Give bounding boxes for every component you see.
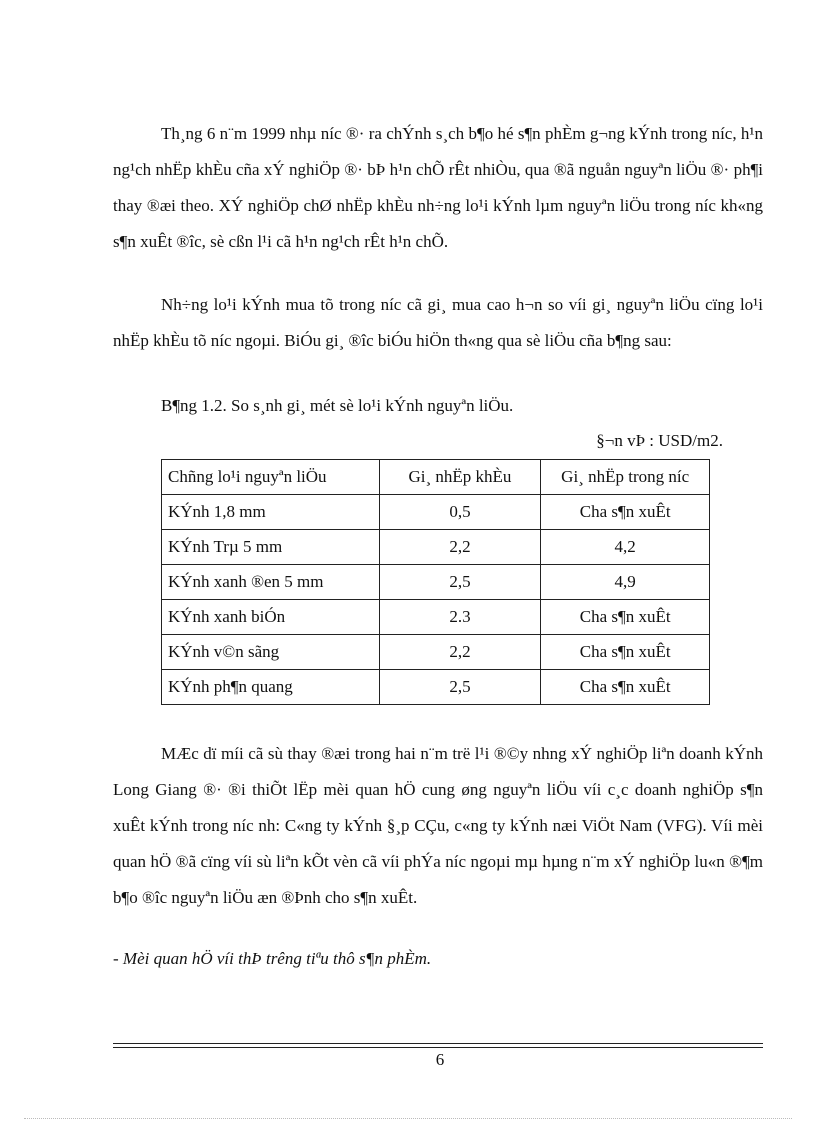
- cell-domestic-price: Cha s¶n xuÊt: [541, 670, 710, 705]
- cell-import-price: 2,2: [379, 635, 541, 670]
- price-comparison-table: [161, 459, 710, 705]
- header-domestic-price: Gi¸ nhËp trong níc: [541, 460, 710, 495]
- paragraph-2: Nh÷ng lo¹i kÝnh mua tõ trong níc cã gi¸ mua cao h¬n so víi gi¸ nguyªn liÖu cïng lo¹i nhËp khÈu tõ níc ngoµi. BiÓu gi¸ ®îc biÓu hiÖn th«ng qua sè liÖu cña b¶ng sau:: [113, 295, 763, 350]
- cell-import-price: 2.3: [379, 600, 541, 635]
- cell-domestic-price: 4,9: [541, 565, 710, 600]
- cell-import-price: 2,5: [379, 670, 541, 705]
- table-row: [162, 530, 710, 565]
- table-unit: §¬n vÞ : USD/m2.: [596, 431, 723, 450]
- cell-import-price: 2,5: [379, 565, 541, 600]
- cell-domestic-price: Cha s¶n xuÊt: [541, 495, 710, 530]
- cell-material: KÝnh xanh ®en 5 mm: [162, 565, 380, 600]
- footer-rule-top: [113, 1043, 763, 1044]
- cell-domestic-price: Cha s¶n xuÊt: [541, 635, 710, 670]
- table-row: [162, 670, 710, 705]
- table-row: [162, 635, 710, 670]
- cell-material: KÝnh 1,8 mm: [162, 495, 380, 530]
- cell-material: KÝnh Trµ 5 mm: [162, 530, 380, 565]
- table-row: [162, 600, 710, 635]
- page-bottom-dotted-line: [24, 1118, 792, 1119]
- footer-rule-bottom: [113, 1047, 763, 1048]
- cell-material: KÝnh xanh biÓn: [162, 600, 380, 635]
- table-header-row: [162, 460, 710, 495]
- cell-domestic-price: Cha s¶n xuÊt: [541, 600, 710, 635]
- section-bullet-heading: - Mèi quan hÖ víi thÞ trêng tiªu thô s¶n phÈm.: [113, 949, 432, 968]
- table-caption: B¶ng 1.2. So s¸nh gi¸ mét sè lo¹i kÝnh nguyªn liÖu.: [161, 396, 514, 415]
- page-number: 6: [435, 1050, 445, 1069]
- paragraph-1: Th¸ng 6 n¨m 1999 nhµ níc ®· ra chÝnh s¸ch b¶o hé s¶n phÈm g¬ng kÝnh trong níc, h¹n ng¹ch nhËp khÈu cña xÝ nghiÖp ®· bÞ h¹n chÕ rÊt nhiÒu, qua ®ã nguån nguyªn liÖu ®· ph¶i thay ®æi theo. XÝ nghiÖp chØ nhËp khÈu nh÷ng lo¹i kÝnh lµm nguyªn liÖu trong níc kh«ng s¶n xuÊt ®îc, sè cßn l¹i cã h¹n ng¹ch rÊt h¹n chÕ.: [113, 124, 763, 251]
- header-material-type: Chñng lo¹i nguyªn liÖu: [162, 460, 380, 495]
- cell-material: KÝnh ph¶n quang: [162, 670, 380, 705]
- table-row: [162, 565, 710, 600]
- paragraph-3: MÆc dï míi cã sù thay ®æi trong hai n¨m trë l¹i ®©y nhng xÝ nghiÖp liªn doanh kÝnh Long Giang ®· ®i thiÕt lËp mèi quan hÖ cung øng nguyªn liÖu víi c¸c doanh nghiÖp s¶n xuÊt kÝnh trong níc nh: C«ng ty kÝnh §¸p CÇu, c«ng ty kÝnh næi ViÖt Nam (VFG). Víi mèi quan hÖ ®ã cïng víi sù liªn kÕt vèn cã víi phÝa níc ngoµi mµ hµng n¨m xÝ nghiÖp lu«n ®¶m b¶o ®îc nguyªn liÖu æn ®Þnh cho s¶n xuÊt.: [113, 744, 763, 907]
- cell-import-price: 2,2: [379, 530, 541, 565]
- cell-import-price: 0,5: [379, 495, 541, 530]
- table-row: [162, 495, 710, 530]
- header-import-price: Gi¸ nhËp khÈu: [379, 460, 541, 495]
- cell-material: KÝnh v©n sãng: [162, 635, 380, 670]
- cell-domestic-price: 4,2: [541, 530, 710, 565]
